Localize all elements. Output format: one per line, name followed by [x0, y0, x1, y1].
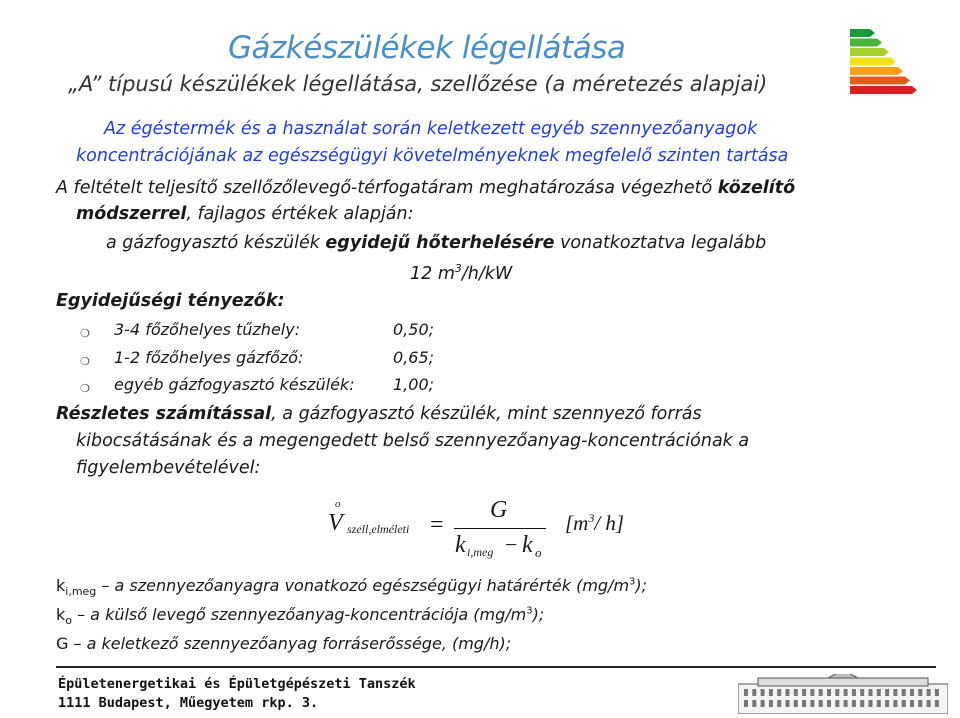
formula-minus: − — [505, 532, 518, 557]
factor-value: 0,50; — [393, 320, 435, 339]
condition-method: módszerrel — [76, 204, 187, 224]
detailed-line-3: figyelembevételével: — [76, 458, 261, 478]
energy-band — [850, 86, 917, 94]
footer-department: Épületenergetikai és Épületgépészeti Tanszék — [58, 676, 416, 692]
legend-symbol: k — [56, 576, 66, 595]
footer-address: 1111 Budapest, Műegyetem rkp. 3. — [58, 695, 319, 711]
page-subtitle: „A” típusú készülékek légellátása, szellőzése (a méretezés alapjai) — [68, 72, 768, 96]
fraction-bar — [454, 528, 546, 529]
building-window — [910, 700, 914, 707]
building-window — [819, 689, 823, 696]
legend-sup: 3 — [629, 576, 636, 588]
legend-item-kimeg — [56, 576, 647, 598]
detailed-emphasis: Részletes számítással — [56, 404, 272, 424]
building-window — [835, 689, 839, 696]
detailed-line-2: kibocsátásának és a megengedett belső szennyezőanyag-koncentrációnak a — [76, 431, 750, 451]
building-window — [794, 689, 798, 696]
formula-k2-sub: o — [535, 545, 542, 560]
building-window — [902, 689, 906, 696]
building-window — [844, 700, 848, 707]
building-window — [918, 700, 922, 707]
bullet-icon: ❍ — [80, 355, 90, 368]
legend-sub: o — [65, 614, 72, 628]
building-window — [777, 689, 781, 696]
formula-lhs-sub: szell,elméleti — [347, 522, 410, 536]
energy-band — [850, 39, 882, 47]
building-window — [827, 689, 831, 696]
factors-heading: Egyidejűségi tényezők: — [56, 291, 285, 311]
legend-end: ); — [532, 605, 545, 624]
building-window — [752, 700, 756, 707]
legend-sub: i,meg — [65, 585, 97, 599]
rule-text-2: vonatkoztatva legalább — [554, 233, 767, 253]
rule-value — [410, 262, 512, 284]
building-window — [902, 700, 906, 707]
legend-text: – a keletkező szennyezőanyag forráserőssége, (mg/h); — [68, 634, 512, 653]
rule-emphasis: egyidejű hőterhelésére — [325, 233, 555, 253]
legend-sup: 3 — [526, 605, 533, 617]
formula-lhs: V — [328, 510, 343, 536]
building-window — [794, 700, 798, 707]
building-window — [927, 689, 931, 696]
building-window — [744, 689, 748, 696]
bullet-icon: ❍ — [80, 382, 90, 395]
formula-k1-sub: i,meg — [467, 545, 494, 559]
condition-text-2: , fajlagos értékek alapján: — [186, 204, 414, 224]
goal-line-1: Az égéstermék és a használat során keletkezett egyéb szennyezőanyagok — [104, 119, 758, 139]
factor-label: 1-2 főzőhelyes gázfőző: — [114, 348, 304, 367]
factor-label: egyéb gázfogyasztó készülék: — [114, 375, 355, 394]
building-window — [935, 689, 939, 696]
building-window — [786, 700, 790, 707]
building-window — [802, 689, 806, 696]
building-window — [893, 700, 897, 707]
condition-line-1 — [56, 178, 795, 198]
legend-item-g — [56, 634, 511, 653]
legend-text: – a szennyezőanyagra vonatkozó egészségügyi határérték (mg/m — [96, 576, 630, 595]
building-window — [769, 689, 773, 696]
building-window — [827, 700, 831, 707]
building-window — [885, 689, 889, 696]
building-window — [786, 689, 790, 696]
condition-text: A feltételt teljesítő szellőzőlevegő-térfogatáram meghatározása végezhető — [56, 178, 718, 198]
energy-band — [850, 67, 903, 75]
building-window — [810, 700, 814, 707]
footer-divider — [56, 666, 936, 668]
formula-k2: k — [522, 532, 533, 558]
building-window — [852, 689, 856, 696]
energy-label-logo — [848, 26, 926, 96]
rule-line — [106, 233, 766, 253]
building-window — [835, 700, 839, 707]
detailed-text: , a gázfogyasztó készülék, mint szennyező forrás — [271, 404, 702, 424]
factor-value: 1,00; — [393, 375, 435, 394]
detailed-line-1 — [56, 404, 702, 424]
rule-value-number: 12 m — [410, 263, 455, 284]
energy-band — [850, 58, 896, 66]
building-window — [869, 689, 873, 696]
building-window — [877, 689, 881, 696]
formula-unit-close: / h] — [594, 511, 625, 535]
formula-numerator: G — [490, 497, 508, 523]
building-window — [761, 689, 765, 696]
building-window — [761, 700, 765, 707]
building-window — [777, 700, 781, 707]
building-window — [918, 689, 922, 696]
legend-symbol: G — [56, 634, 69, 653]
building-window — [810, 689, 814, 696]
formula-k1: k — [455, 532, 466, 558]
building-window — [910, 689, 914, 696]
building-window — [860, 700, 864, 707]
bullet-icon: ❍ — [80, 327, 90, 340]
factor-value: 0,65; — [393, 348, 435, 367]
factor-item — [80, 322, 90, 341]
legend-symbol: k — [56, 605, 66, 624]
formula-unit-sup: 3 — [588, 511, 595, 525]
goal-line-2: koncentrációjának az egészségügyi követelményeknek megfelelő szinten tartása — [76, 146, 789, 166]
rule-text: a gázfogyasztó készülék — [106, 233, 326, 253]
energy-band — [850, 48, 889, 56]
building-window — [877, 700, 881, 707]
legend-text: – a külső levegő szennyezőanyag-koncentrációja (mg/m — [72, 605, 527, 624]
building-window — [752, 689, 756, 696]
building-window — [935, 700, 939, 707]
building-window — [819, 700, 823, 707]
factor-label: 3-4 főzőhelyes tűzhely: — [114, 320, 301, 339]
building-window — [869, 700, 873, 707]
building-window — [927, 700, 931, 707]
formula-equals: = — [430, 512, 444, 538]
building-window — [769, 700, 773, 707]
building-window — [893, 689, 897, 696]
building-window — [744, 700, 748, 707]
building-window — [885, 700, 889, 707]
building-window — [844, 689, 848, 696]
building-window — [860, 689, 864, 696]
legend-end: ); — [635, 576, 648, 595]
factor-item — [80, 377, 90, 396]
formula-unit-open: [m — [565, 511, 589, 535]
legend-item-ko — [56, 605, 544, 627]
energy-band — [850, 77, 910, 85]
formula-unit — [565, 511, 624, 536]
page-title: Gázkészülékek légellátása — [228, 30, 626, 66]
building-window — [802, 700, 806, 707]
rule-value-unit: /h/kW — [461, 263, 513, 284]
rule-value-sup: 3 — [454, 262, 462, 275]
condition-line-2 — [76, 204, 414, 224]
formula-dot: o — [335, 498, 341, 510]
energy-band — [850, 29, 875, 37]
university-building-icon — [738, 674, 948, 714]
factor-item — [80, 350, 90, 369]
building-window — [852, 700, 856, 707]
condition-emphasis: közelítő — [717, 178, 796, 198]
